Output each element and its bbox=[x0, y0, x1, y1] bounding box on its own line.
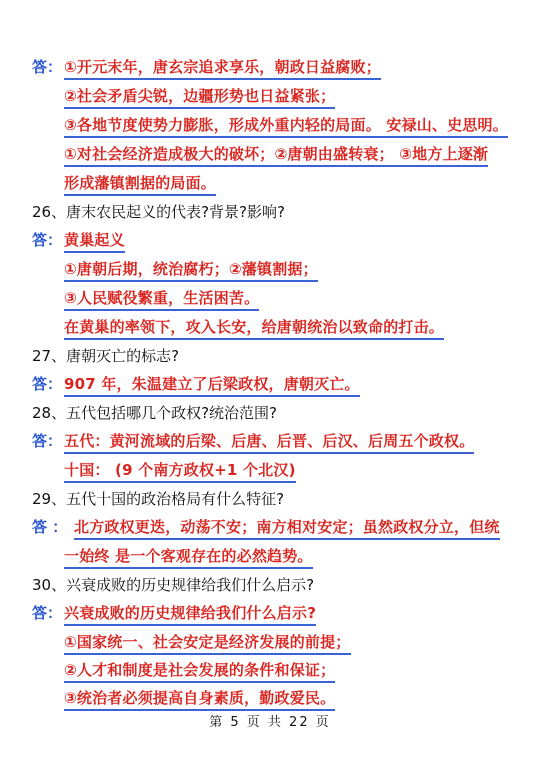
answer-line: ③统治者必须提高自身素质，勤政爱民。 bbox=[64, 688, 335, 711]
answer-line: ①国家统一、社会安定是经济发展的前提； bbox=[64, 632, 351, 655]
answer-line: ②社会矛盾尖锐，边疆形势也日益紧张； bbox=[64, 86, 335, 109]
answer-line: 形成藩镇割据的局面。 bbox=[64, 173, 216, 196]
answer-line: 北方政权更迭，动荡不安；南方相对安定；虽然政权分立，但统 bbox=[74, 517, 500, 540]
question-text: 29、五代十国的政治格局有什么特征? bbox=[32, 490, 285, 508]
page-footer: 第 5 页 共 22 页 bbox=[209, 715, 331, 730]
answer-line: ③人民赋役繁重，生活困苦。 bbox=[64, 288, 259, 311]
answer-label: 答： bbox=[32, 375, 63, 393]
answer-line: 907 年，朱温建立了后梁政权，唐朝灭亡。 bbox=[64, 374, 360, 397]
answer-line: ①对社会经济造成极大的破坏；②唐朝由盛转衰； ③地方上逐渐 bbox=[64, 144, 488, 167]
answer-label: 答： bbox=[32, 231, 63, 249]
question-text: 30、兴衰成败的历史规律给我们什么启示? bbox=[32, 576, 315, 594]
answer-line: ①唐朝后期，统治腐朽；②藩镇割据； bbox=[64, 259, 318, 282]
answer-line: 黄巢起义 bbox=[64, 230, 125, 253]
question-text: 28、五代包括哪几个政权?统治范围? bbox=[32, 404, 278, 422]
answer-line: 兴衰成败的历史规律给我们什么启示? bbox=[64, 603, 316, 626]
answer-label: 答： bbox=[32, 604, 63, 622]
answer-line: 在黄巢的率领下，攻入长安，给唐朝统治以致命的打击。 bbox=[64, 317, 444, 340]
answer-label: 答 ： bbox=[32, 518, 68, 536]
answer-label: 答： bbox=[32, 432, 63, 450]
question-text: 27、唐朝灭亡的标志? bbox=[32, 347, 180, 365]
answer-line: ②人才和制度是社会发展的条件和保证； bbox=[64, 660, 335, 683]
answer-label: 答： bbox=[32, 58, 63, 76]
question-text: 26、唐末农民起义的代表?背景?影响? bbox=[32, 203, 285, 221]
answer-line: ③各地节度使势力膨胀，形成外重内轻的局面。 安禄山、史思明。 bbox=[64, 115, 508, 138]
answer-line: ①开元末年，唐玄宗追求享乐，朝政日益腐败； bbox=[64, 57, 381, 80]
answer-line: 十国： (9 个南方政权+1 个北汉) bbox=[64, 460, 296, 483]
answer-line: 一始终 是一个客观存在的必然趋势。 bbox=[64, 546, 313, 569]
answer-line: 五代：黄河流域的后梁、后唐、后晋、后汉、后周五个政权。 bbox=[64, 431, 474, 454]
